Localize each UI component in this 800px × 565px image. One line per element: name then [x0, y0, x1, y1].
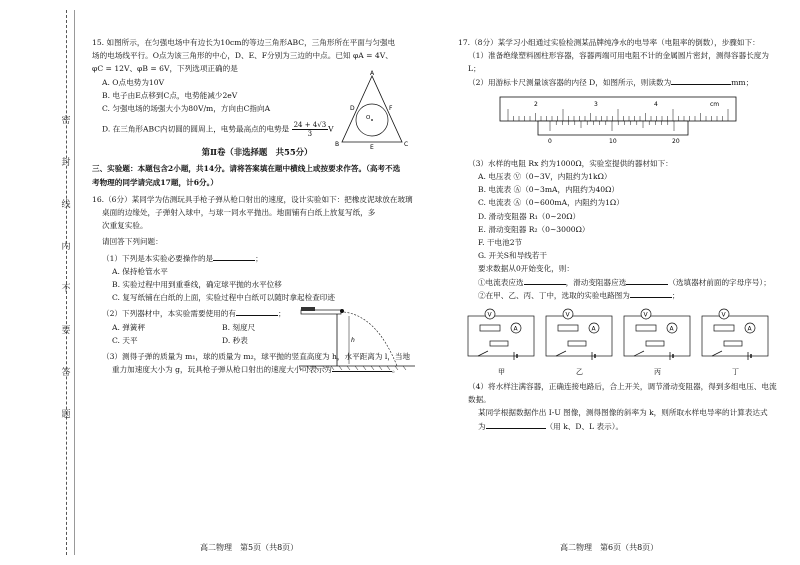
label-a: A: [370, 70, 375, 77]
footer-right: 高二物理 第6页（共8页）: [560, 543, 659, 552]
q17-stem: 17.（8分）某学习小组通过实验检测某品牌纯净水的电导率（电阻率的倒数），步骤如下：: [458, 38, 760, 47]
circuit-loop: [468, 316, 534, 356]
punct: ；: [671, 290, 680, 300]
punct: ；: [255, 253, 263, 263]
experiment-section-title: 三、实验题：本题包含2小题，共14分。请将答案填在题中横线上或按要求作答。（高考不选: [92, 164, 401, 174]
q17-step4: （用 k、D、L 表示）。: [545, 421, 624, 431]
option-d-text: D. 在三角形ABC内切圆的圆周上，电势最高点的电势是: [102, 124, 290, 134]
main-label-2: 2: [534, 100, 538, 108]
seal-warning-char: 线: [61, 200, 71, 210]
triangle-figure: [332, 70, 412, 150]
answer-blank[interactable]: [630, 289, 672, 298]
vernier-caliper-figure: [498, 95, 738, 151]
seal-warning-char: 内: [61, 242, 71, 252]
voltmeter-label: V: [643, 311, 648, 319]
q17-requirement: 要求数据从0开始变化，则：: [478, 264, 574, 274]
fraction-numerator: 24 + 4√3: [293, 121, 327, 130]
q17-step2: （2）用游标卡尺测量该容器的内径 D，如图所示，则读数为: [468, 77, 672, 87]
main-label-3: 3: [594, 100, 598, 108]
label-e: E: [370, 144, 374, 150]
main-label-4: 4: [654, 100, 658, 108]
q17-r1: （选填器材前面的字母序号）；: [668, 277, 771, 287]
unit: V: [328, 124, 334, 134]
label-h: h: [351, 337, 355, 344]
voltmeter-label: V: [721, 311, 726, 319]
ammeter-label: A: [747, 325, 752, 333]
fraction: [292, 121, 329, 138]
circuit-label: 乙: [576, 368, 583, 377]
equipment-e: E. 滑动变阻器 R₂（0~3000Ω）: [478, 224, 590, 234]
page-right: [458, 36, 783, 433]
ammeter-label: A: [513, 325, 518, 333]
answer-blank[interactable]: [671, 76, 731, 85]
page-left: [92, 36, 422, 376]
label-b: B: [335, 141, 340, 148]
rheostat: [724, 341, 742, 346]
toy-gun-icon: [301, 307, 315, 311]
experiment-section-note: 考物理的同学请完成17题，计6分。）: [92, 177, 218, 187]
circuit-3: [624, 309, 690, 376]
seal-warning-char: 不: [61, 284, 71, 294]
voltmeter-label: V: [487, 311, 492, 319]
ammeter-label: A: [669, 325, 674, 333]
ammeter-label: A: [591, 325, 596, 333]
q16-stem: 16.（6分）某同学为估测玩具手枪子弹从枪口射出的速度，设计实验如下：把橡皮泥球放在玻璃: [92, 194, 413, 204]
fraction-denominator: 3: [307, 130, 313, 139]
switch: [634, 351, 644, 356]
resistor-rx: [714, 325, 734, 331]
q17-step4: 某同学根据数据作出 I-U 图像，测得图像的斜率为 k，则所取水样电导率的计算表达式: [478, 408, 768, 418]
seal-warning: [58, 110, 74, 446]
circuit-1: [468, 309, 534, 376]
q16-option-c: C. 复写纸铺在白纸的上面，实验过程中白纸可以随时拿起检查印迹: [112, 293, 335, 303]
main-label-cm: cm: [710, 100, 720, 108]
answer-blank[interactable]: [236, 307, 278, 316]
q16-part3: 重力加速度大小为 g，玩具枪子弹从枪口射出的速度大小可表示为: [112, 365, 332, 375]
rheostat: [646, 341, 664, 346]
q17-step4: （4）将水样注满容器，正确连接电路后，合上开关，调节滑动变阻器，得到多组电压、电流数据。: [468, 382, 777, 405]
footer-left: 高二物理 第5页（共8页）: [200, 543, 299, 552]
equipment-f: F. 干电池2节: [478, 238, 523, 248]
q15-option-a: A. O点电势为10V: [102, 77, 165, 87]
circuit-loop: [546, 316, 612, 356]
projectile-figure: [297, 304, 417, 374]
ground-hatch: [299, 366, 406, 370]
answer-blank[interactable]: [626, 276, 668, 285]
equipment-d: D. 秒表: [222, 335, 248, 345]
q17-r2: ②在甲、乙、丙、丁中，选取的实验电路图为: [478, 290, 630, 300]
equipment-g: G. 开关S和导线若干: [478, 251, 547, 261]
q15-option-c: C. 匀强电场的场强大小为80V/m，方向由C指向A: [102, 104, 271, 114]
label-c: C: [404, 141, 409, 148]
center-point: [371, 119, 373, 121]
q16-part3: （3）测得子弹的质量为 m₁，球的质量为 m₂，球平抛的竖直高度为 h，水平距离为 l，当地: [102, 352, 411, 362]
seal-warning-char: 题: [61, 410, 71, 420]
punct: 。: [391, 365, 400, 375]
equipment-c: C. 电流表 Ⓐ（0~600mA，内阻约为1Ω）: [478, 198, 624, 208]
label-o: O: [366, 115, 371, 121]
label-d: D: [350, 105, 355, 112]
q15-option-b: B. 电子由E点移到C点，电势能减少2eV: [102, 90, 238, 100]
q17-r1: ，滑动变阻器应选: [565, 277, 627, 287]
seal-warning-char: 要: [61, 326, 71, 336]
vernier-label-10: 10: [609, 137, 617, 145]
q15-stem: φC = 12V、φB = 6V，下列选项正确的是: [92, 64, 238, 74]
ball: [340, 309, 344, 313]
answer-blank[interactable]: [524, 276, 566, 285]
q16-option-b: B. 实验过程中用到重垂线，确定球平抛的水平位移: [112, 280, 282, 290]
circuit-diagrams: [464, 306, 774, 378]
switch: [478, 351, 488, 356]
circuit-2: [546, 309, 612, 376]
circuit-label: 甲: [498, 368, 505, 377]
q17-step3: （3）水样的电阻 Rx 约为1000Ω，实验室提供的器材如下：: [468, 158, 673, 168]
equipment-b: B. 电流表 Ⓐ（0~3mA，内阻约为40Ω）: [478, 185, 620, 195]
switch: [556, 351, 566, 356]
equipment-d: D. 滑动变阻器 R₁（0~20Ω）: [478, 211, 581, 221]
q15-stem: 15. 如图所示，在匀强电场中有边长为10cm的等边三角形ABC，三角形所在平面与匀强电: [92, 38, 396, 47]
rheostat: [490, 341, 508, 346]
equipment-a: A. 弹簧秤: [112, 322, 146, 332]
equipment-b: B. 刻度尺: [222, 322, 256, 332]
circuit-label: 丁: [732, 368, 739, 377]
circuit-4: [702, 309, 768, 376]
q16-stem: 桌面的边缘处，子弹射入球中，与球一同水平抛出。地面铺有白纸上放复写纸，多: [102, 208, 376, 218]
circuit-label: 丙: [654, 368, 661, 377]
q16-part1: （1）下列是本实验必要操作的是: [102, 253, 214, 263]
q16-stem: 次重复实验。: [102, 221, 148, 231]
vernier-label-20: 20: [672, 137, 680, 145]
resistor-rx: [636, 325, 656, 331]
unit: mm；: [731, 77, 754, 87]
circuit-loop: [624, 316, 690, 356]
q17-step4: 为: [478, 421, 486, 431]
rheostat: [568, 341, 586, 346]
equipment-a: A. 电压表 Ⓥ（0~3V，内阻约为1kΩ）: [478, 172, 612, 182]
q17-step1: （1）准备绝缘塑料圆柱形容器，容器两端可用电阻不计的金属圆片密封，测得容器长度为 L；: [468, 51, 769, 74]
punct: ；: [277, 309, 286, 319]
equipment-c: C. 天平: [112, 335, 138, 345]
circuit-loop: [702, 316, 768, 356]
resistor-rx: [480, 325, 500, 331]
q16-option-a: A. 保持枪管水平: [112, 266, 168, 276]
q17-r1: ①电流表应选: [478, 277, 524, 287]
q15-stem: 场的电场线平行。O点为该三角形的中心，D、E、F分别为三边的中点。已知 φA = 4V、: [92, 51, 393, 61]
voltmeter-label: V: [565, 311, 570, 319]
label-f: F: [389, 105, 393, 112]
answer-blank[interactable]: [213, 252, 255, 261]
seal-warning-char: 答: [61, 368, 71, 378]
margin-line: [74, 10, 75, 555]
resistor-rx: [558, 325, 578, 331]
answer-blank[interactable]: [486, 420, 546, 429]
vernier-label-0: 0: [548, 137, 552, 145]
seal-warning-char: 密: [61, 116, 71, 126]
q16-part2: （2）下列器材中，本实验需要使用的有: [102, 309, 236, 319]
binding-margin: [0, 0, 84, 565]
seal-warning-char: 封: [61, 158, 71, 168]
vernier-scale: [538, 121, 688, 135]
section-ii-title: 第Ⅱ卷（非选择题 共55分）: [201, 147, 313, 158]
q16-prompt: 请回答下列问题：: [102, 237, 163, 247]
switch: [712, 351, 722, 356]
